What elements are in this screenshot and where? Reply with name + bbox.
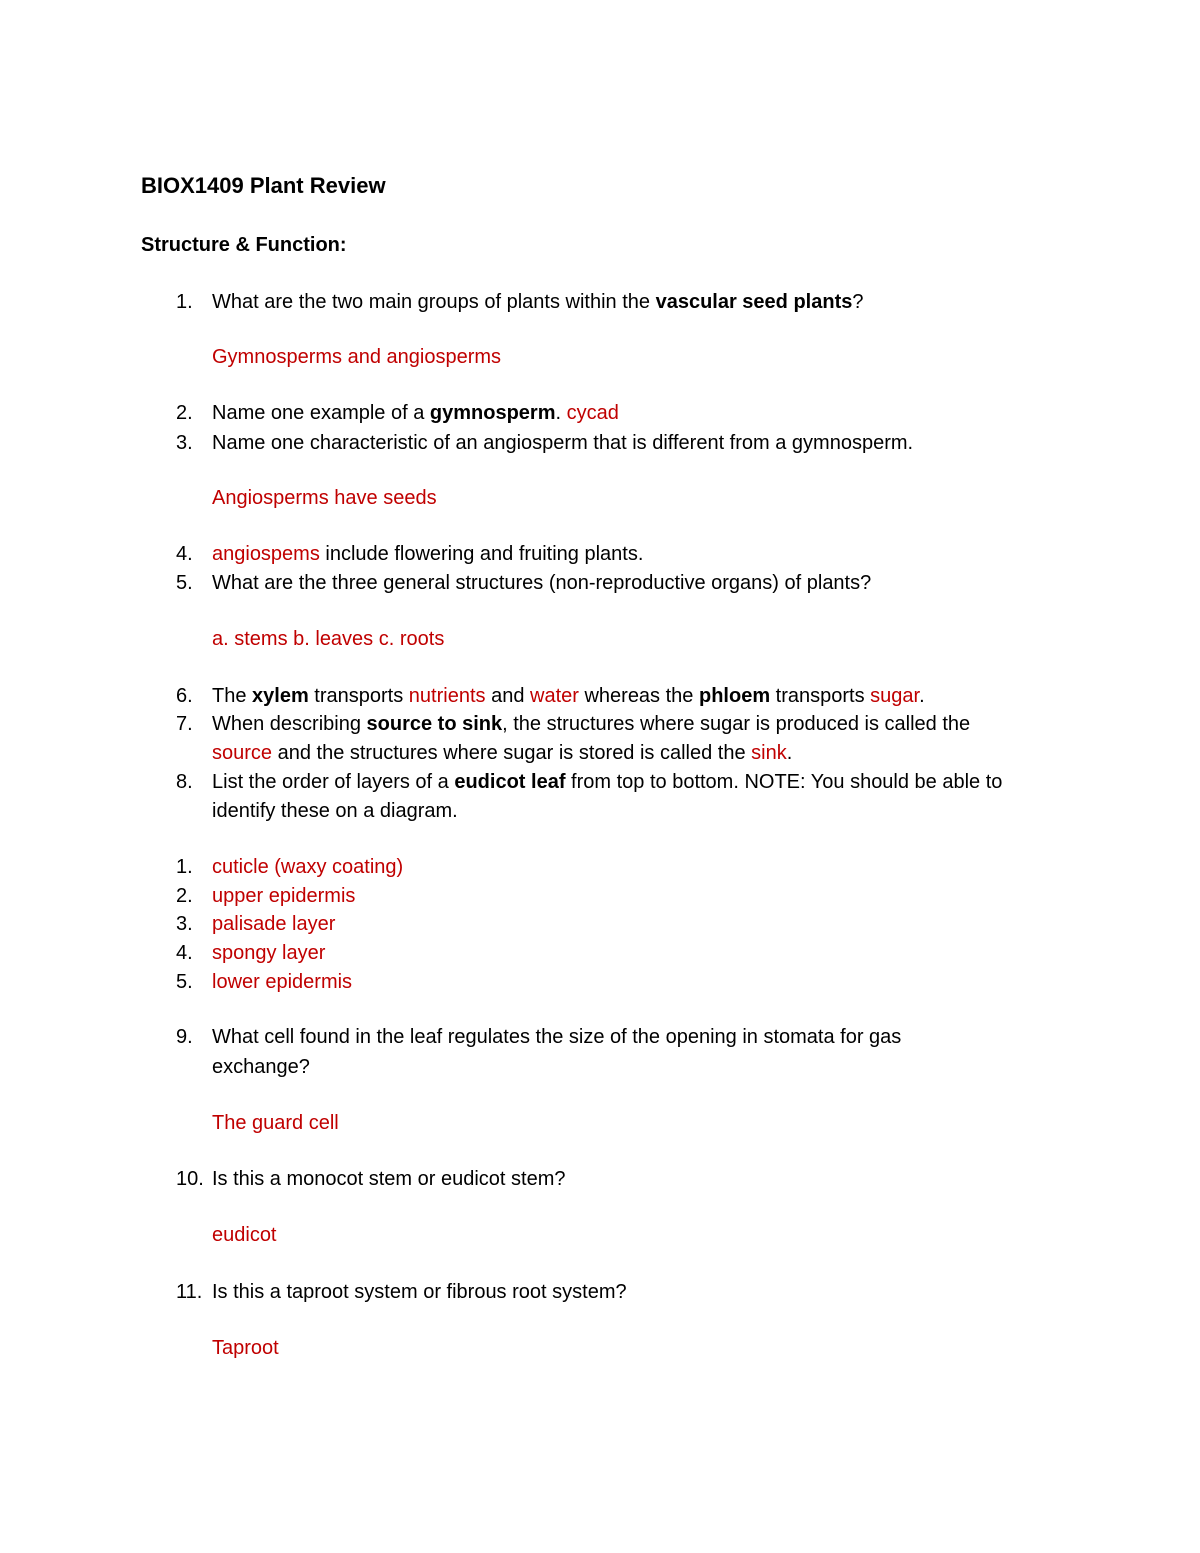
q2-text-end: . xyxy=(555,402,567,424)
q7-number: 7. xyxy=(176,713,193,735)
q9-text-line2: exchange? xyxy=(212,1056,310,1078)
q6-answer-sugar: sugar xyxy=(870,685,920,707)
q7-text-3: and the structures where sugar is stored is called the xyxy=(272,742,752,764)
q2-bold-term: gymnosperm xyxy=(429,402,556,424)
q3-number: 3. xyxy=(176,432,193,454)
q2-answer: cycad xyxy=(566,402,619,424)
q1-text-end: ? xyxy=(852,291,864,313)
q6-text-3: and xyxy=(485,685,530,707)
q8-bold-term: eudicot leaf xyxy=(454,771,566,793)
q1-text xyxy=(212,290,863,314)
q6-text-1: The xyxy=(212,685,253,707)
q3-text: Name one characteristic of an angiosperm that is different from a gymnosperm. xyxy=(212,432,914,454)
q6-text-6: . xyxy=(919,685,925,707)
q6-bold-phloem: phloem xyxy=(698,685,771,707)
q9-answer: The guard cell xyxy=(212,1112,339,1134)
q6-bold-xylem: xylem xyxy=(252,685,309,707)
layer-item: lower epidermis xyxy=(212,971,353,993)
q7-text-line2 xyxy=(212,741,792,765)
q1-number: 1. xyxy=(176,291,193,313)
q3-answer: Angiosperms have seeds xyxy=(212,487,437,509)
q1-answer: Gymnosperms and angiosperms xyxy=(212,346,502,368)
q10-text: Is this a monocot stem or eudicot stem? xyxy=(212,1168,566,1190)
q8-number: 8. xyxy=(176,771,193,793)
q6-text xyxy=(212,684,925,708)
q5-text: What are the three general structures (non-reproductive organs) of plants? xyxy=(212,572,872,594)
q4-text xyxy=(212,542,643,566)
layer-item: palisade layer xyxy=(212,913,336,935)
q7-answer-source: source xyxy=(212,742,273,764)
q6-text-2: transports xyxy=(308,685,409,707)
layer-item: cuticle (waxy coating) xyxy=(212,856,404,878)
q10-number: 10. xyxy=(176,1168,204,1190)
page-title: BIOX1409 Plant Review xyxy=(141,173,386,198)
layer-item: upper epidermis xyxy=(212,885,356,907)
q5-answer: a. stems b. leaves c. roots xyxy=(212,628,445,650)
q6-text-5: transports xyxy=(770,685,871,707)
q1-text-part: What are the two main groups of plants within the xyxy=(212,291,656,313)
q11-answer: Taproot xyxy=(212,1337,279,1359)
q4-answer: angiospems xyxy=(212,543,320,565)
q2-text-part: Name one example of a xyxy=(212,402,430,424)
layer-number: 4. xyxy=(176,942,193,964)
section-heading: Structure & Function: xyxy=(141,234,347,256)
layer-number: 5. xyxy=(176,971,193,993)
q2-number: 2. xyxy=(176,402,193,424)
q1-bold-term: vascular seed plants xyxy=(655,291,853,313)
q11-number: 11. xyxy=(176,1281,203,1303)
q10-answer: eudicot xyxy=(212,1224,277,1246)
q6-text-4: whereas the xyxy=(578,685,699,707)
q6-answer-water: water xyxy=(530,685,579,707)
q2-text xyxy=(212,401,619,425)
q8-text-line2: identify these on a diagram. xyxy=(212,800,458,822)
layer-item: spongy layer xyxy=(212,942,326,964)
q8-text-2: from top to bottom. NOTE: You should be able to xyxy=(565,771,1003,793)
q5-number: 5. xyxy=(176,572,193,594)
q8-text-1: List the order of layers of a xyxy=(212,771,455,793)
layer-number: 3. xyxy=(176,913,193,935)
q6-number: 6. xyxy=(176,685,193,707)
q11-text: Is this a taproot system or fibrous root system? xyxy=(212,1281,627,1303)
q4-number: 4. xyxy=(176,543,193,565)
q7-answer-sink: sink xyxy=(751,742,787,764)
q9-number: 9. xyxy=(176,1026,193,1048)
q9-text-line1: What cell found in the leaf regulates the size of the opening in stomata for gas xyxy=(212,1026,902,1048)
layer-number: 1. xyxy=(176,856,193,878)
layer-number: 2. xyxy=(176,885,193,907)
q4-text-part: include flowering and fruiting plants. xyxy=(319,543,644,565)
q7-text-2: , the structures where sugar is produced is called the xyxy=(502,713,971,735)
q7-text-1: When describing xyxy=(212,713,367,735)
q7-text-4: . xyxy=(786,742,793,764)
q7-bold-term: source to sink xyxy=(366,713,503,735)
q8-text-line1 xyxy=(212,770,1002,794)
q6-answer-nutrients: nutrients xyxy=(408,685,486,707)
q7-text-line1 xyxy=(212,712,970,736)
